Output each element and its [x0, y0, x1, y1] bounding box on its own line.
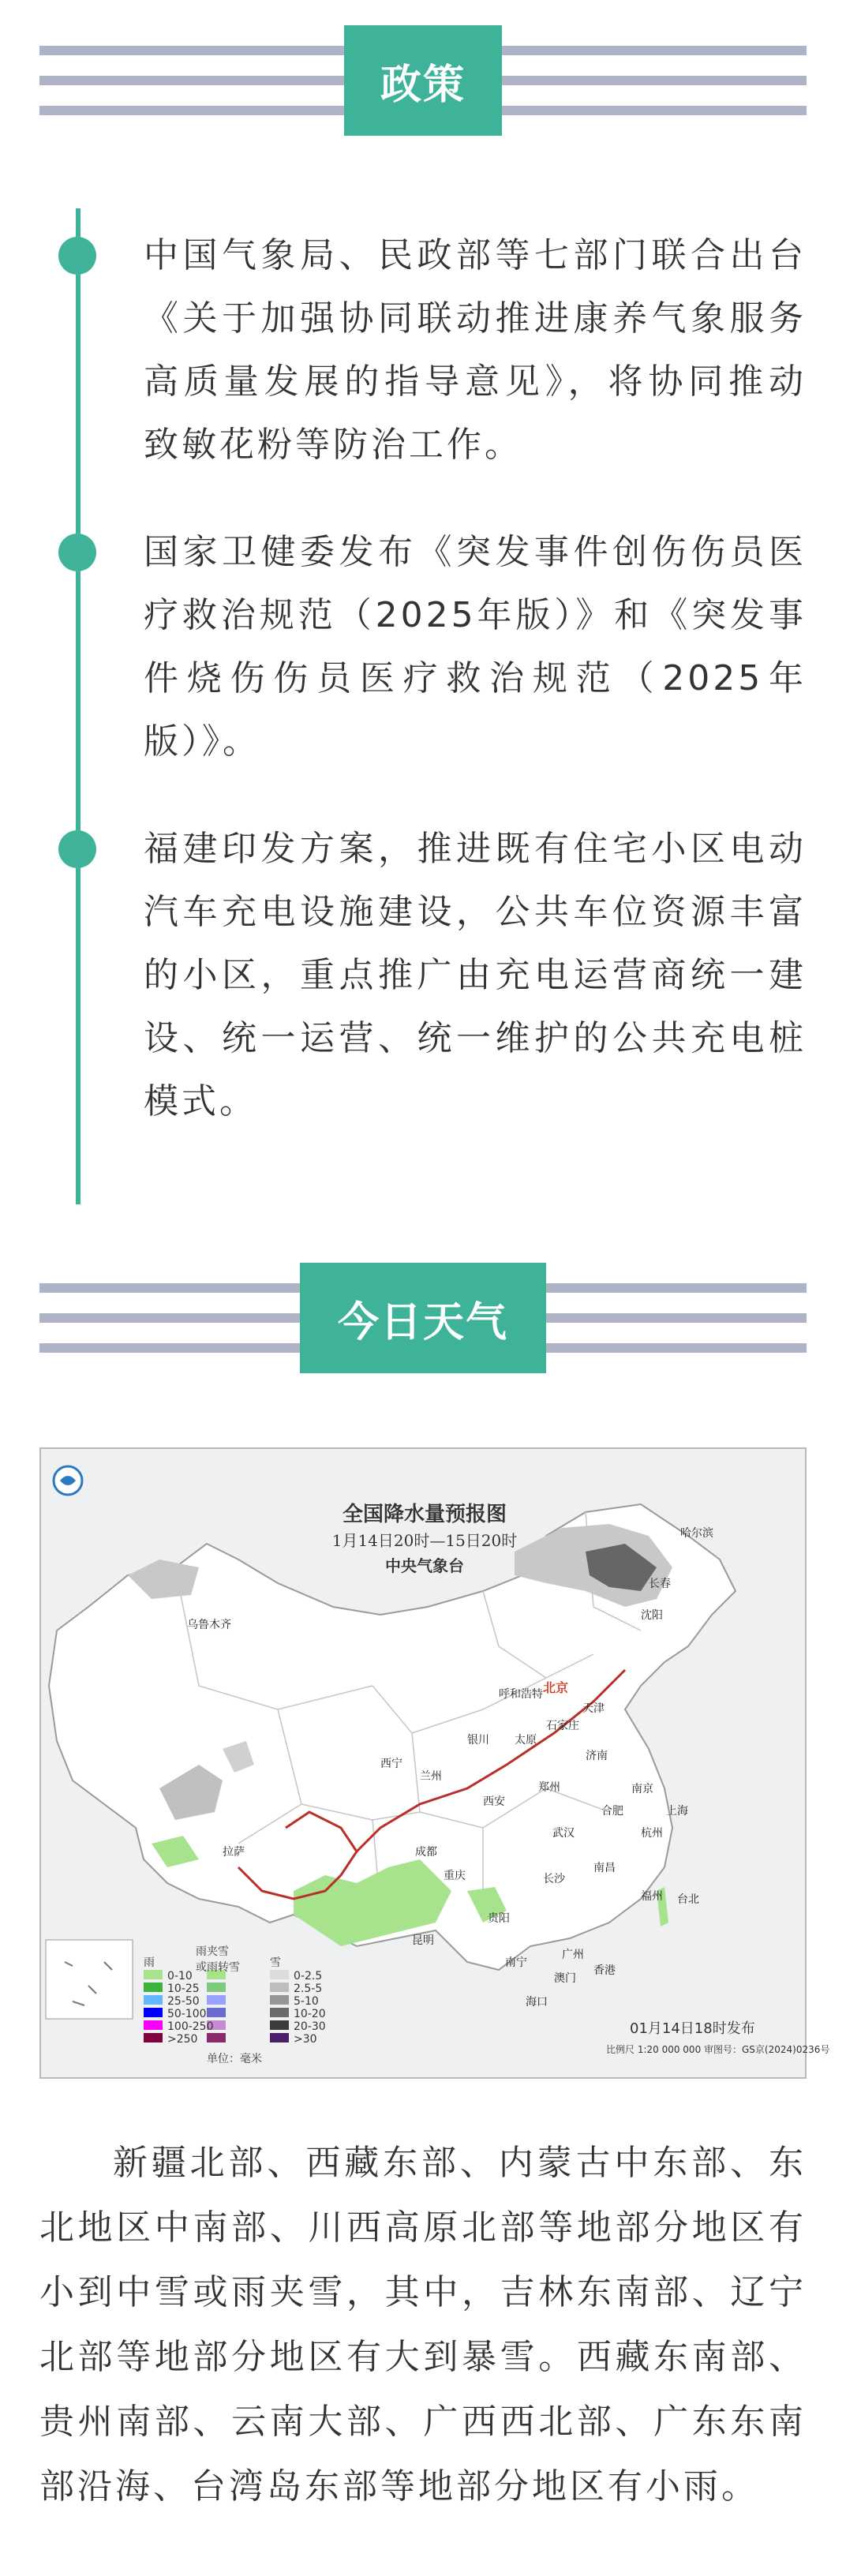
- timeline-dot: [58, 534, 96, 571]
- policy-item-1: 中国气象局、民政部等七部门联合出台《关于加强协同联动推进康养气象服务高质量发展的指导意见》，将协同推动致敏花粉等防治工作。: [144, 235, 807, 465]
- legend-unit: 单位：毫米: [207, 2053, 262, 2065]
- city-label: 长沙: [543, 1873, 565, 1885]
- legend-snow-level: >30: [294, 2033, 317, 2046]
- city-label: 沈阳: [641, 1609, 663, 1622]
- city-label: 北京: [543, 1680, 569, 1695]
- city-label: 福州: [641, 1890, 663, 1903]
- legend-rain-label: 雨: [144, 1956, 155, 1969]
- city-label: 上海: [666, 1805, 688, 1818]
- policy-section-title: 政策: [344, 25, 502, 136]
- city-label: 石家庄: [546, 1720, 579, 1732]
- map-period: 1月14日20时—15日20时: [331, 1531, 518, 1550]
- city-label: 哈尔滨: [680, 1527, 713, 1540]
- city-label: 香港: [593, 1964, 616, 1977]
- city-label: 澳门: [554, 1972, 576, 1985]
- city-label: 天津: [582, 1702, 605, 1715]
- map-agency: 中央气象台: [385, 1556, 464, 1575]
- city-label: 乌鲁木齐: [187, 1619, 231, 1631]
- weather-description: [39, 2131, 807, 2519]
- city-label: 成都: [415, 1846, 437, 1859]
- city-label: 银川: [467, 1734, 489, 1747]
- legend-rain-level: 50-100: [167, 2008, 207, 2020]
- city-label: 长春: [649, 1578, 671, 1590]
- city-label: 贵阳: [488, 1912, 510, 1925]
- city-label: 兰州: [420, 1770, 442, 1783]
- city-label: 武汉: [552, 1827, 575, 1840]
- legend-sleet-label: 雨夹雪 或雨转雪: [196, 1945, 240, 1974]
- timeline-dot: [58, 237, 96, 275]
- city-label: 广州: [562, 1949, 584, 1961]
- map-number: 审图号：GS京(2024)0236号: [704, 2044, 830, 2055]
- city-label: 呼和浩特: [499, 1688, 543, 1701]
- policy-item-3: 福建印发方案，推进既有住宅小区电动汽车充电设施建设，公共车位资源丰富的小区，重点推广由充电运营商统一建设、统一运营、统一维护的公共充电桩模式。: [144, 829, 807, 1121]
- south-sea-inset: [46, 1940, 133, 2019]
- city-label: 台北: [677, 1893, 699, 1906]
- city-label: 南昌: [593, 1862, 616, 1874]
- policy-section-header: [39, 25, 807, 136]
- weather-description-text: 新疆北部、西藏东部、内蒙古中东部、东北地区中南部、川西高原北部等地部分地区有小到中雪或雨夹雪，其中，吉林东南部、辽宁北部等地部分地区有大到暴雪。西藏东南部、贵州南部、云南大部、广西西北部、广东东南部沿海、台湾岛东部等地部分地区有小雨。: [39, 2143, 807, 2507]
- legend-rain-level: 100-250: [167, 2020, 214, 2033]
- city-label: 西宁: [380, 1758, 402, 1770]
- legend-snow-level: 10-20: [294, 2008, 326, 2020]
- legend-snow-swatches: [270, 1970, 289, 2042]
- city-label: 南宁: [505, 1956, 527, 1969]
- map-scale: 比例尺 1:20 000 000: [606, 2044, 702, 2055]
- city-label: 济南: [586, 1750, 608, 1762]
- legend-snow-level: 2.5-5: [294, 1983, 323, 1995]
- city-label: 重庆: [444, 1870, 466, 1882]
- city-label: 太原: [515, 1734, 537, 1747]
- legend-rain-level: 10-25: [167, 1983, 200, 1995]
- city-label: 西安: [483, 1795, 505, 1808]
- city-label: 杭州: [641, 1827, 663, 1840]
- legend-rain-swatches: [144, 1970, 163, 2042]
- city-label: 南京: [631, 1783, 653, 1795]
- city-label: 昆明: [412, 1934, 434, 1947]
- legend-rain-level: 0-10: [167, 1970, 193, 1983]
- legend-rain-level: >250: [167, 2033, 198, 2046]
- map-title: 全国降水量预报图: [342, 1503, 507, 1526]
- city-label: 合肥: [601, 1805, 623, 1818]
- precipitation-map: [39, 1447, 830, 2079]
- city-label: 郑州: [538, 1781, 560, 1794]
- legend-snow-label: 雪: [270, 1956, 281, 1969]
- timeline-dot: [58, 830, 96, 868]
- policy-item-2: 国家卫健委发布《突发事件创伤伤员医疗救治规范（2025年版）》和《突发事件烧伤伤员医疗救治规范（2025年版）》。: [144, 532, 807, 762]
- map-issue-time: 01月14日18时发布: [630, 2020, 755, 2037]
- timeline-line: [76, 208, 80, 1204]
- city-label: 海口: [526, 1996, 548, 2009]
- weather-section-header: [39, 1263, 807, 1373]
- legend-snow-level: 20-30: [294, 2020, 326, 2033]
- legend-snow-level: 0-2.5: [294, 1970, 323, 1983]
- weather-section-title: 今日天气: [300, 1263, 546, 1373]
- city-label: 拉萨: [223, 1846, 245, 1859]
- legend-snow-level: 5-10: [294, 1995, 319, 2008]
- legend-rain-level: 25-50: [167, 1995, 200, 2008]
